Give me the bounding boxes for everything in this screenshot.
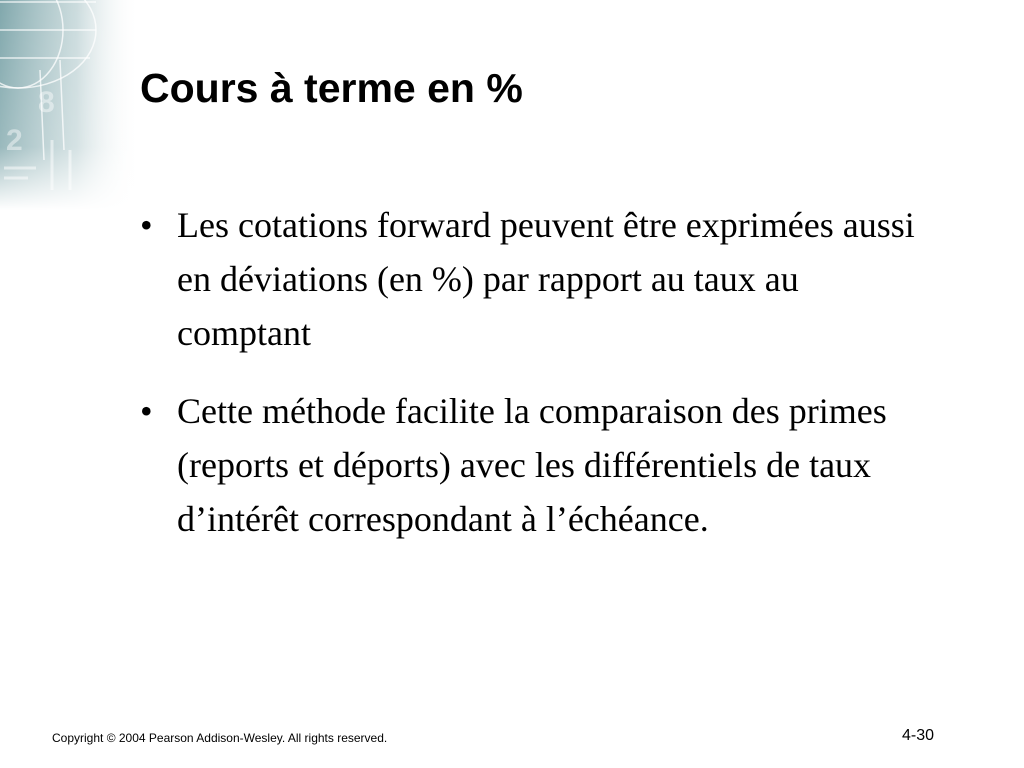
bullet-item [140,384,940,546]
bullet-text: Les cotations forward peuvent être exprimées aussi en déviations (en %) par rapport au taux au comptant [177,205,915,353]
bullet-dot: • [140,391,153,431]
bullet-text: Cette méthode facilite la comparaison des primes (reports et déports) avec les différentiels de taux d’intérêt correspondant à l’échéance. [177,391,887,539]
corner-decoration-image [0,0,140,210]
slide-title: Cours à terme en % [140,65,523,111]
bullet-dot: • [140,205,153,245]
bullet-item [140,198,940,360]
bullet-list [140,198,940,570]
page-number: 4-30 [902,727,935,744]
footer-copyright: Copyright © 2004 Pearson Addison-Wesley. All rights reserved. [52,731,388,745]
